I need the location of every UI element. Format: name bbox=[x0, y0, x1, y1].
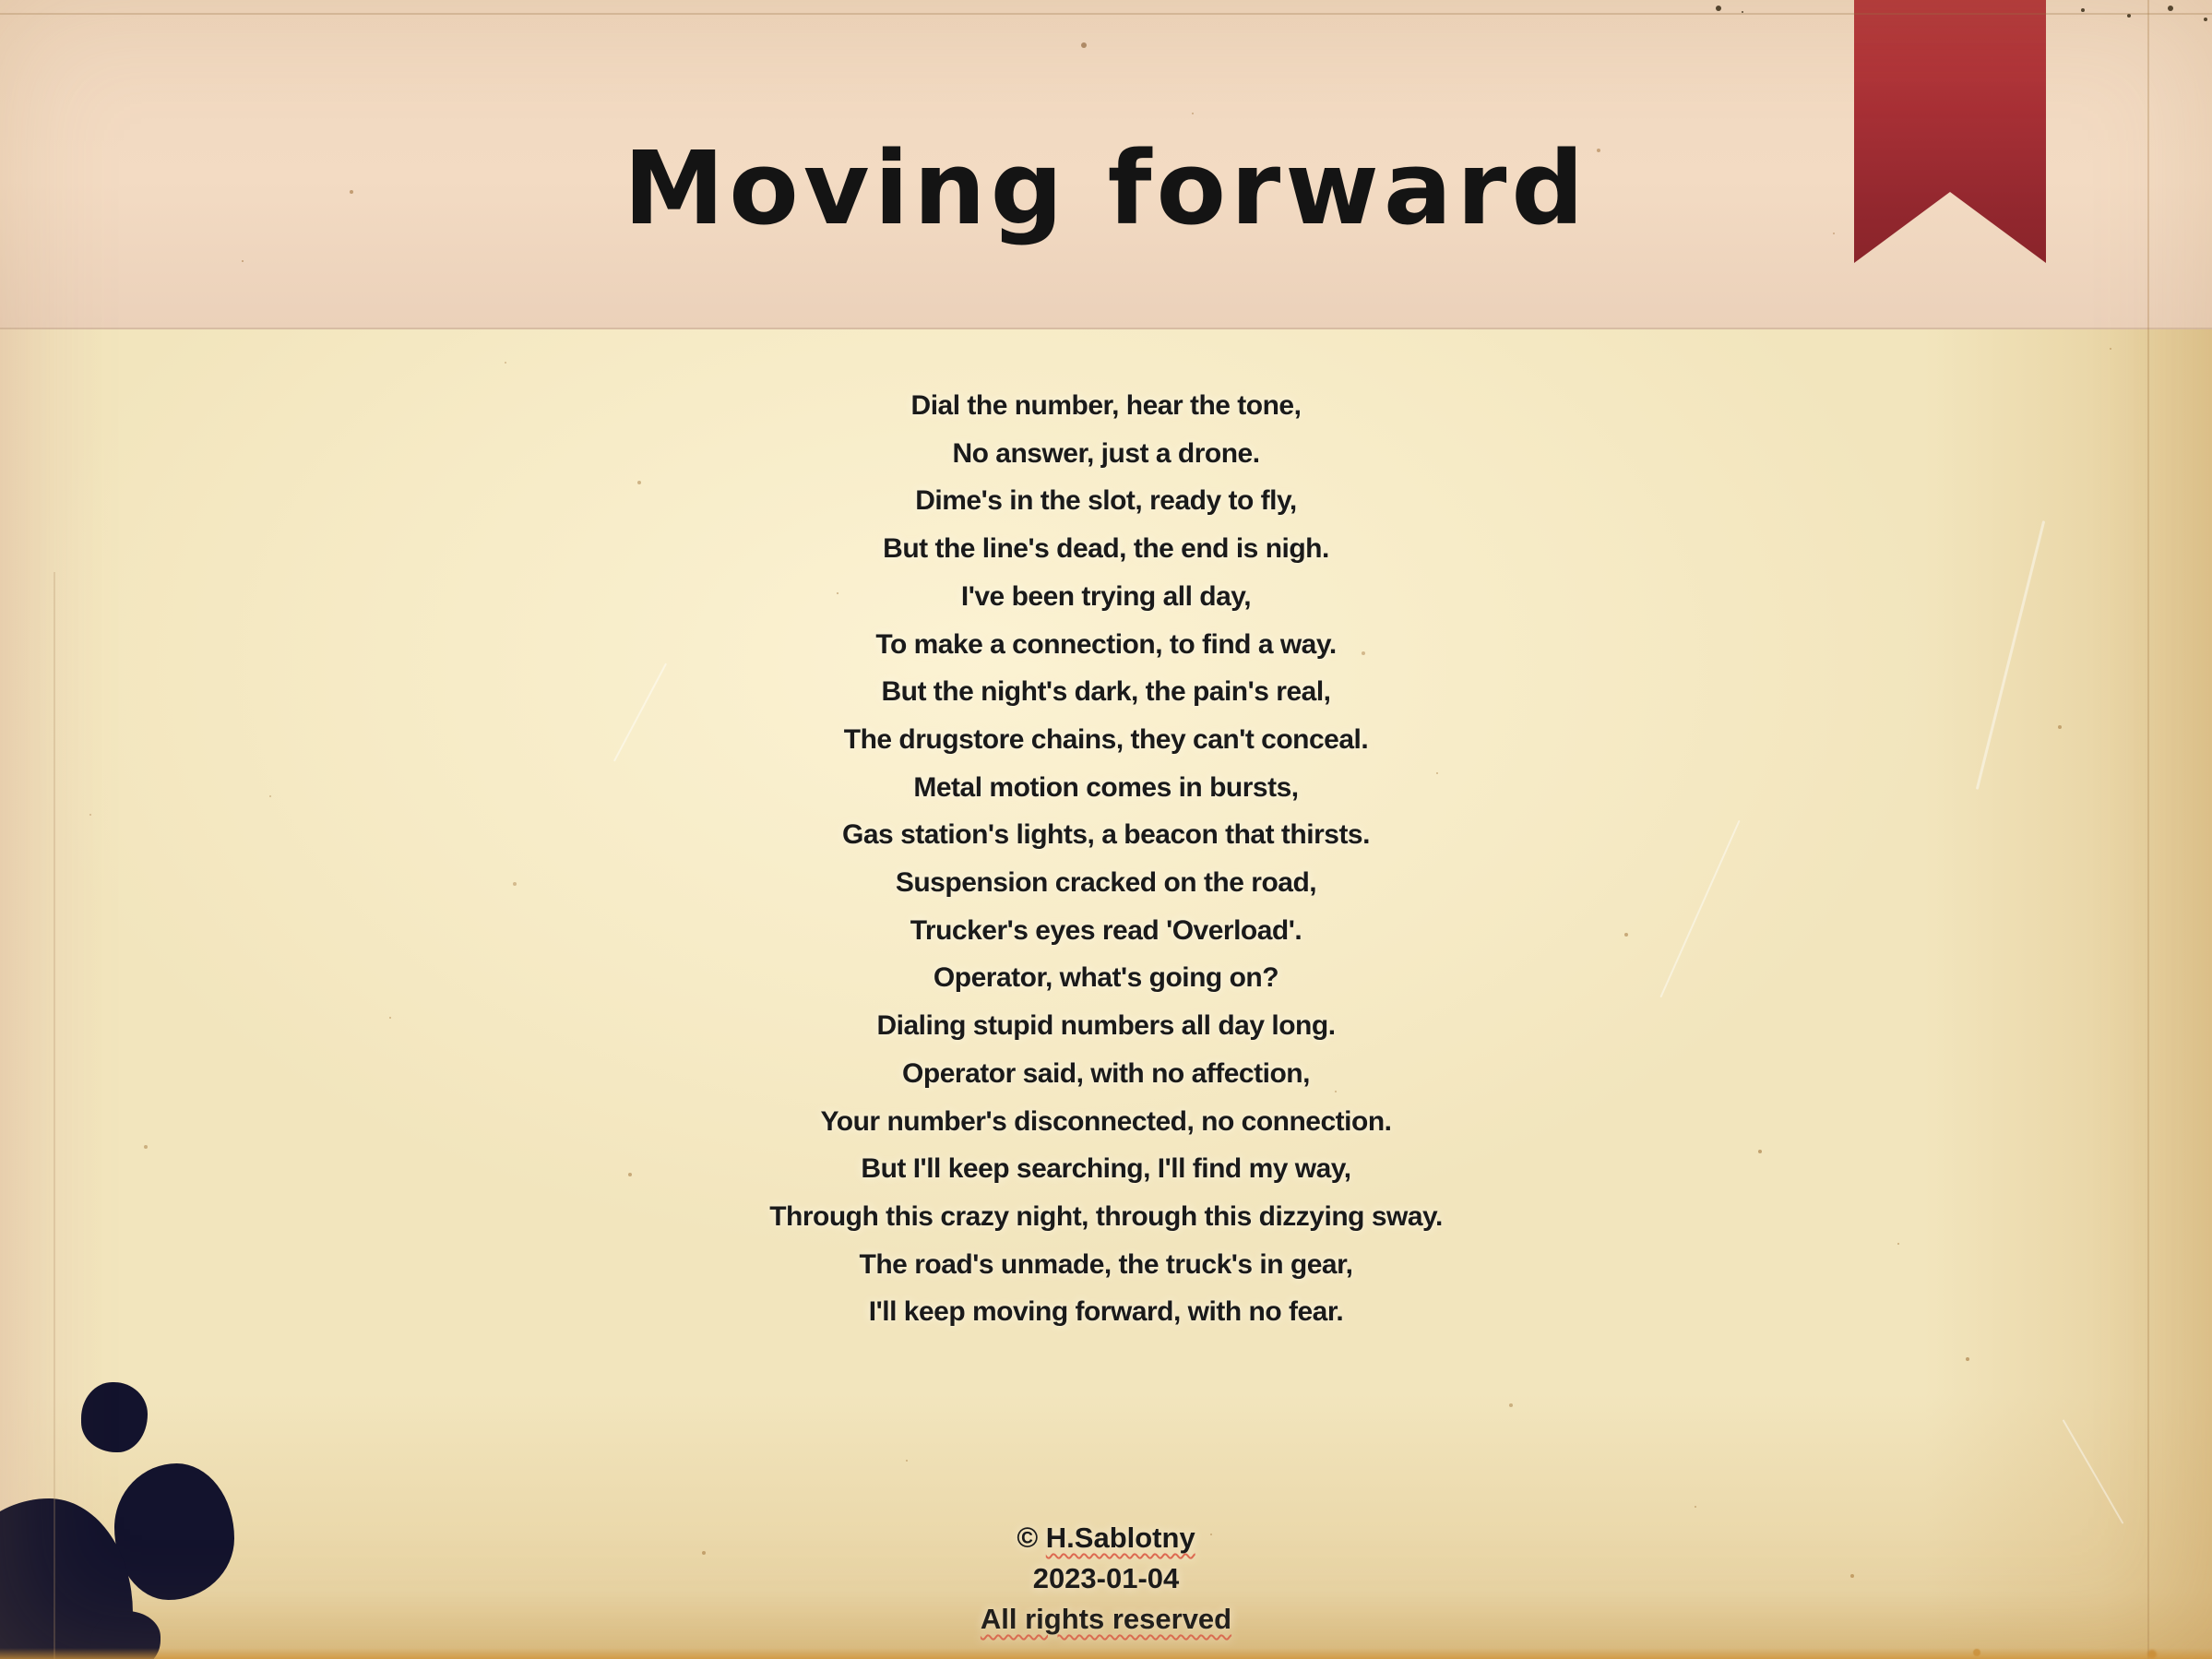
poem-line: To make a connection, to find a way. bbox=[875, 628, 1337, 660]
ink-blot bbox=[114, 1463, 234, 1600]
poem-body bbox=[0, 382, 2212, 1336]
poem-line: I've been trying all day, bbox=[960, 580, 1252, 612]
date-line: 2023-01-04 bbox=[1032, 1562, 1180, 1594]
poem-line: Suspension cracked on the road, bbox=[895, 867, 1317, 899]
ink-blot bbox=[81, 1382, 148, 1452]
page-title: Moving forward bbox=[623, 128, 1589, 247]
poem-line: Gas station's lights, a beacon that thirsts. bbox=[842, 819, 1370, 851]
poem-line: I'll keep moving forward, with no fear. bbox=[868, 1296, 1344, 1328]
copyright-footer bbox=[0, 1518, 2212, 1640]
paper-crease bbox=[0, 13, 2212, 15]
author-name: H.Sablotny bbox=[1045, 1522, 1195, 1554]
poem-line: Operator, what's going on? bbox=[933, 962, 1279, 994]
poem-line: Metal motion comes in bursts, bbox=[913, 771, 1299, 803]
paper-crease bbox=[2147, 0, 2149, 1659]
rights-text: All rights reserved bbox=[980, 1603, 1232, 1635]
poem-line: But I'll keep searching, I'll find my way, bbox=[861, 1153, 1351, 1185]
paper-crease bbox=[54, 572, 55, 1659]
poem-line: Your number's disconnected, no connection. bbox=[820, 1105, 1392, 1137]
poem-line: No answer, just a drone. bbox=[952, 437, 1260, 469]
poem-line: Through this crazy night, through this dizzying sway. bbox=[769, 1200, 1443, 1232]
poem-line: Trucker's eyes read 'Overload'. bbox=[910, 914, 1302, 946]
poem-line: Dial the number, hear the tone, bbox=[910, 390, 1302, 421]
paper-torn-edge bbox=[0, 1648, 2212, 1659]
poem-line: Dialing stupid numbers all day long. bbox=[876, 1010, 1336, 1042]
paper-scratch bbox=[2063, 1419, 2124, 1524]
poem-line: The drugstore chains, they can't conceal. bbox=[843, 723, 1369, 755]
poem-line: Operator said, with no affection, bbox=[902, 1057, 1310, 1089]
copyright-symbol: © bbox=[1017, 1522, 1039, 1554]
copyright-line bbox=[0, 1518, 2212, 1558]
poem-line: But the night's dark, the pain's real, bbox=[881, 676, 1331, 708]
poem-line: But the line's dead, the end is nigh. bbox=[883, 533, 1329, 565]
poem-line: Dime's in the slot, ready to fly, bbox=[915, 485, 1297, 517]
rights-line bbox=[0, 1599, 2212, 1640]
poem-line: The road's unmade, the truck's in gear, bbox=[859, 1248, 1353, 1280]
